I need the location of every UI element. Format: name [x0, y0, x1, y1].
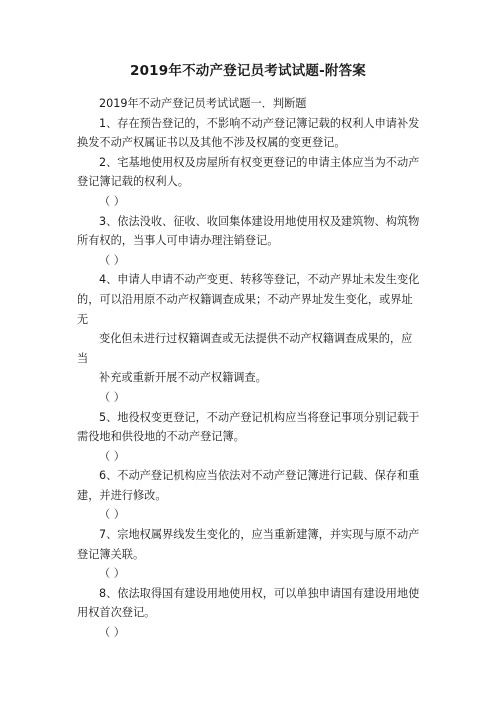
text-line: 需役地和供役地的不动产登记簿。: [77, 430, 245, 444]
document-title: 2019年不动产登记员考试试题-附答案: [130, 63, 366, 79]
answer-blank: （ ）: [99, 194, 125, 208]
answer-blank: （ ）: [99, 567, 125, 581]
text-line: 所有权的，当事人可申请办理注销登记。: [77, 234, 279, 248]
text-line: 8、依法取得国有建设用地使用权，可以单独申请国有建设用地使: [99, 586, 420, 600]
text-line: 换发不动产权属证书以及其他不涉及权属的变更登记。: [77, 136, 346, 150]
answer-blank: （ ）: [99, 253, 125, 267]
document-body: [77, 94, 420, 643]
text-line: 2、宅基地使用权及房屋所有权变更登记的申请主体应当为不动产: [99, 155, 420, 169]
text-line: 6、不动产登记机构应当依法对不动产登记簿进行记载、保存和重: [99, 469, 420, 483]
text-line: 用权首次登记。: [77, 606, 156, 620]
text-line: 当: [77, 351, 89, 365]
text-line: 4、申请人申请不动产变更、转移等登记，不动产界址未发生变化: [99, 273, 420, 287]
text-line: 补充或重新开展不动产权籍调查。: [99, 371, 267, 385]
text-line: 登记簿记载的权利人。: [77, 175, 189, 189]
text-line: 建，并进行修改。: [77, 488, 167, 502]
answer-blank: （ ）: [99, 508, 125, 522]
answer-blank: （ ）: [99, 449, 125, 463]
text-line: 3、依法没收、征收、收回集体建设用地使用权及建筑物、构筑物: [99, 214, 420, 228]
text-line: 无: [77, 312, 89, 326]
answer-blank: （ ）: [99, 626, 125, 640]
text-line: 5、地役权变更登记，不动产登记机构应当将登记事项分别记载于: [99, 410, 420, 424]
text-line: 1、存在预告登记的，不影响不动产登记簿记载的权利人申请补发: [99, 116, 420, 130]
text-line: 2019年不动产登记员考试试题一．判断题: [99, 97, 307, 110]
text-line: 7、宗地权属界线发生变化的，应当重新建簿，并实现与原不动产: [99, 528, 420, 542]
text-line: 登记簿关联。: [77, 547, 145, 561]
text-line: 变化但未进行过权籍调查或无法提供不动产权籍调查成果的，应: [99, 332, 413, 346]
text-line: 的，可以沿用原不动产权籍调查成果；不动产界址发生变化，或界址: [77, 292, 413, 306]
answer-blank: （ ）: [99, 390, 125, 404]
